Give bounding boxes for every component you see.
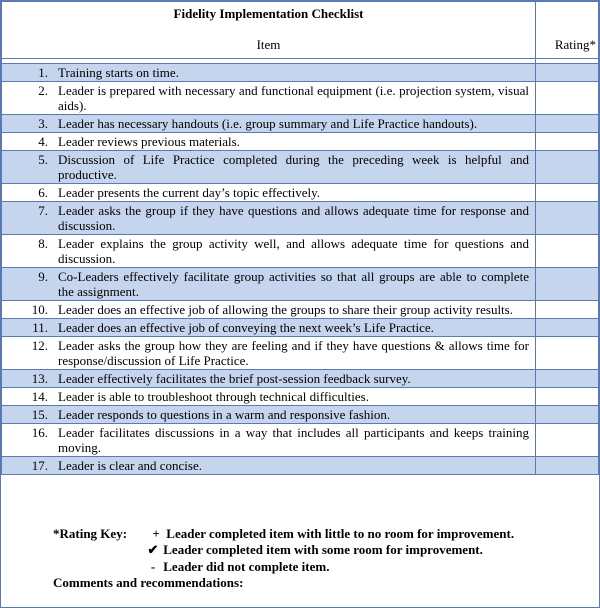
- rating-cell[interactable]: [536, 235, 599, 268]
- item-text: Leader effectively facilitates the brief post-session feedback survey.: [58, 371, 411, 386]
- item-cell: [2, 151, 536, 184]
- item-cell: [2, 424, 536, 457]
- table-row: [2, 115, 599, 133]
- item-number: 5.: [38, 152, 48, 167]
- item-number: 8.: [38, 236, 48, 251]
- table-row: [2, 319, 599, 337]
- checkmark-icon: ✔: [147, 542, 159, 557]
- item-cell: [2, 319, 536, 337]
- rating-key-row-check: [146, 542, 483, 557]
- rating-key-row-minus: [146, 559, 329, 574]
- table-row: [2, 235, 599, 268]
- item-text: Leader asks the group if they have questions and allows adequate time for response and discussion.: [58, 203, 529, 233]
- item-cell: [2, 388, 536, 406]
- table-row: [2, 388, 599, 406]
- item-number: 16.: [31, 425, 48, 440]
- rating-cell[interactable]: [536, 151, 599, 184]
- item-number: 2.: [38, 83, 48, 98]
- header-item-cell: [2, 2, 536, 59]
- item-text: Leader is prepared with necessary and functional equipment (i.e. projection system, visual aids).: [58, 83, 529, 113]
- item-cell: [2, 370, 536, 388]
- item-cell: [2, 406, 536, 424]
- table-row: [2, 202, 599, 235]
- table-row: [2, 184, 599, 202]
- table-row: [2, 301, 599, 319]
- rating-key-label: *Rating Key:: [53, 526, 128, 541]
- item-text: Leader explains the group activity well, and allows adequate time for questions and discussion.: [58, 236, 529, 266]
- item-text: Leader is able to troubleshoot through technical difficulties.: [58, 389, 369, 404]
- rating-cell[interactable]: [536, 133, 599, 151]
- item-text: Leader does an effective job of allowing the groups to share their group activity results.: [58, 302, 513, 317]
- item-number: 10.: [31, 302, 48, 317]
- table-row: [2, 268, 599, 301]
- item-cell: [2, 115, 536, 133]
- rating-key-row-plus: [53, 526, 514, 541]
- item-text: Leader reviews previous materials.: [58, 134, 240, 149]
- item-text: Leader has necessary handouts (i.e. group summary and Life Practice handouts).: [58, 116, 478, 131]
- item-number: 9.: [38, 269, 48, 284]
- rating-cell[interactable]: [536, 268, 599, 301]
- item-text: Leader responds to questions in a warm and responsive fashion.: [58, 407, 391, 422]
- item-cell: [2, 235, 536, 268]
- item-cell: [2, 184, 536, 202]
- item-text: Discussion of Life Practice completed during the preceding week is helpful and productive.: [58, 152, 529, 182]
- item-number: 17.: [31, 458, 48, 473]
- rating-cell[interactable]: [536, 457, 599, 475]
- item-number: 7.: [38, 203, 48, 218]
- rating-key-minus-text: Leader did not complete item.: [163, 559, 330, 574]
- rating-cell[interactable]: [536, 424, 599, 457]
- rating-cell[interactable]: [536, 64, 599, 82]
- rating-cell[interactable]: [536, 184, 599, 202]
- item-text: Leader does an effective job of conveying the next week’s Life Practice.: [58, 320, 434, 335]
- item-cell: [2, 202, 536, 235]
- table-row: [2, 64, 599, 82]
- item-cell: [2, 82, 536, 115]
- rating-cell[interactable]: [536, 115, 599, 133]
- rating-key-plus-text: Leader completed item with little to no room for improvement.: [166, 526, 515, 541]
- checklist-table: [1, 1, 599, 481]
- item-number: 15.: [31, 407, 48, 422]
- header-row: [2, 2, 599, 59]
- table-row: [2, 370, 599, 388]
- rating-cell[interactable]: [536, 406, 599, 424]
- item-cell: [2, 337, 536, 370]
- item-number: 4.: [38, 134, 48, 149]
- item-number: 3.: [38, 116, 48, 131]
- table-end-row: [2, 475, 599, 482]
- item-number: 11.: [32, 320, 48, 335]
- checklist-body: [2, 2, 599, 482]
- table-row: [2, 151, 599, 184]
- header-rating-cell: [536, 2, 599, 59]
- table-row: [2, 133, 599, 151]
- item-column-header: Item: [256, 37, 281, 52]
- table-row: [2, 82, 599, 115]
- item-text: Leader facilitates discussions in a way that includes all participants and keeps training moving.: [58, 425, 529, 455]
- minus-icon: -: [150, 559, 156, 574]
- page-title: Fidelity Implementation Checklist: [173, 6, 364, 21]
- item-number: 13.: [31, 371, 48, 386]
- rating-key-check-text: Leader completed item with some room for improvement.: [163, 542, 483, 557]
- item-text: Leader is clear and concise.: [58, 458, 203, 473]
- rating-cell[interactable]: [536, 388, 599, 406]
- item-cell: [2, 268, 536, 301]
- item-number: 12.: [31, 338, 48, 353]
- item-text: Training starts on time.: [58, 65, 179, 80]
- item-number: 1.: [38, 65, 48, 80]
- rating-cell[interactable]: [536, 319, 599, 337]
- item-text: Leader presents the current day’s topic effectively.: [58, 185, 321, 200]
- table-row: [2, 424, 599, 457]
- item-cell: [2, 133, 536, 151]
- table-row: [2, 337, 599, 370]
- item-cell: [2, 64, 536, 82]
- rating-cell[interactable]: [536, 82, 599, 115]
- rating-column-header: Rating*: [554, 37, 596, 52]
- table-row: [2, 457, 599, 475]
- plus-icon: +: [152, 526, 160, 541]
- item-text: Leader asks the group how they are feeling and if they have questions & allows time for response/discussion of Life Practice.: [58, 338, 529, 368]
- rating-cell[interactable]: [536, 301, 599, 319]
- item-text: Co-Leaders effectively facilitate group activities so that all groups are able to complete the assignment.: [58, 269, 529, 299]
- rating-cell[interactable]: [536, 370, 599, 388]
- comments-label: Comments and recommendations:: [53, 575, 244, 590]
- item-cell: [2, 457, 536, 475]
- rating-cell[interactable]: [536, 202, 599, 235]
- item-number: 14.: [31, 389, 48, 404]
- item-cell: [2, 301, 536, 319]
- table-row: [2, 406, 599, 424]
- rating-cell[interactable]: [536, 337, 599, 370]
- item-number: 6.: [38, 185, 48, 200]
